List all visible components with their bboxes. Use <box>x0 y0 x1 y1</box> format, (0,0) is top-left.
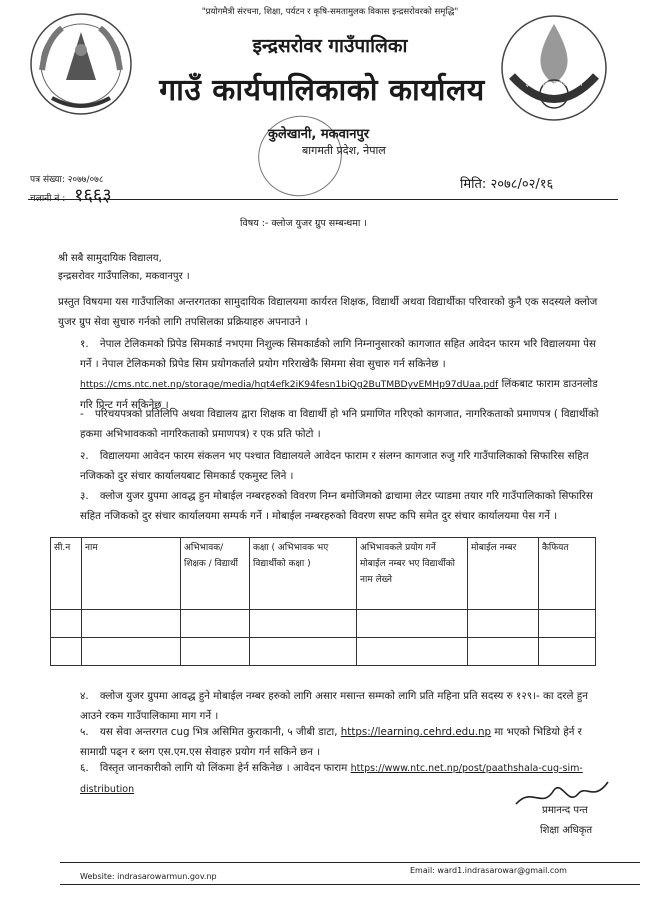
municipality-name: इन्द्रसरोवर गाउँपालिका <box>252 35 408 57</box>
municipality-logo <box>498 12 610 124</box>
list-item <box>80 722 610 762</box>
item-text: नेपाल टेलिकमको प्रिपेड सिमकार्ड नभएमा निशुल्क सिमकार्डको लागि निम्नानुसारको कागजात सहित आवेदन फारम भरि विद्यालयमा पेस गर्ने । नेपाल टेलिकमको प्रिपेड सिम प्रयोगकर्ताले प्रयोग गरिराखेकै सिममा सेवा सुचारु गर्न सकिनेछ । <box>80 338 596 370</box>
date-value: २०७८/०२/१६ <box>490 177 554 192</box>
address-line-1: कुलेखानी, मकवानपुर <box>268 127 370 142</box>
form-pdf-link[interactable]: https://cms.ntc.net.np/storage/media/hqt4efk2iK94fesn1biQg2BuTMBDyvEMHp97dUaa.pdf <box>80 379 499 390</box>
item-text: परिचयपत्रको प्रतिलिपि अथवा विद्यालय द्वारा शिक्षक वा विद्यार्थी हो भनि प्रमाणित गरिएको कागजात, नागरिकताको प्रमाणपत्र ( विद्यार्थीको हकमा अभिभावकको नागरिकताको प्रमाणपत्र) र एक प्रति फोटो । <box>80 408 599 440</box>
office-title: गाउँ कार्यपालिकाको कार्यालय <box>159 73 485 108</box>
item-text-after: मा भएको भिडियो हेर्न र सामाग्री पढ्न र ब्लग एस.एम.एस सेवाहरु प्रयोग गर्न सकिने छन । <box>80 726 582 758</box>
signatory-title: शिक्षा अधिकृत <box>540 825 593 836</box>
list-item <box>80 686 610 726</box>
tagline: "प्रयोगमैत्री संरचना, शिक्षा, पर्यटन र कृषि-समतामुलक विकास इन्द्रसरोवरको समृद्धि" <box>201 7 459 17</box>
item-number: ५. <box>80 726 89 738</box>
logo-caption: इन्द्रसरोवर गाउँपालिका <box>525 80 583 88</box>
patra-sankhya-label: पत्र संख्या: <box>30 175 65 185</box>
footer-divider <box>60 862 640 863</box>
footer-email[interactable]: Email: ward1.indrasarowar@gmail.com <box>410 866 567 875</box>
item-number: - <box>80 408 84 420</box>
ntc-info-link[interactable]: https://www.ntc.net.np/post/paathshala-cug-sim-distribution <box>80 763 583 795</box>
date-label: मिति: <box>460 177 487 192</box>
chalani-label: चलानी नं : <box>30 194 66 204</box>
list-item <box>80 486 610 526</box>
item-number: ४. <box>80 690 89 702</box>
table-header-cell: मोबाईल नम्बर <box>468 538 539 610</box>
footer-bottom-divider <box>60 884 640 885</box>
nepal-emblem-logo <box>22 10 140 122</box>
item-text: विस्तृत जानकारीको लागि यो लिंकमा हेर्न सकिनेछ । आवेदन फाराम <box>99 762 348 774</box>
list-item <box>80 404 610 444</box>
item-text: क्लोज युजर ग्रुपमा आवद्ध हुने मोबाईल नम्बर हरुको लागि असार मसान्त सम्मको लागि प्रति महिना प्रति सदस्य रु १२९।- का दरले हुन आउने रकम गाउँपालिकामा माग गर्ने । <box>80 690 588 722</box>
item-number: २. <box>80 450 89 462</box>
patra-sankhya-value: २०७७/०७८ <box>67 175 104 185</box>
item-text: यस सेवा अन्तरगत cug भित्र असिमित कुराकानी, ५ जीबी डाटा, <box>99 726 338 738</box>
table-header-cell: सी.न <box>51 538 82 610</box>
subject-line: विषय :- क्लोज युजर ग्रुप सम्बन्धमा । <box>240 218 367 229</box>
address-line-2: बागमती प्रदेश, नेपाल <box>302 144 386 157</box>
table-header-cell: अभिभावक/ शिक्षक / विद्यार्थी <box>181 538 250 610</box>
footer-website[interactable]: Website: indrasarowarmun.gov.np <box>80 872 217 881</box>
recipient-line-1: श्री सबै सामुदायिक विद्यालय, <box>58 253 162 264</box>
learning-portal-link[interactable]: https://learning.cehrd.edu.np <box>340 726 492 738</box>
table-header-cell: अभिभावकले प्रयोग गर्ने मोबाईल नम्बर भए विद्यार्थीको नाम लेख्ने <box>357 538 468 610</box>
list-item <box>80 334 610 415</box>
item-text: विद्यालयमा आवेदन फारम संकलन भए पश्चात विद्यालयले आवेदन फाराम र संलग्न कागजात रुजु गरि गाउँपालिकाको सिफारिस सहित नजिकको दुर संचार कार्यालयबाट सिमकार्ड एकमुस्ट लिने । <box>80 450 589 482</box>
table-row <box>51 610 596 638</box>
table-header-row <box>51 538 596 610</box>
table-header-cell: नाम <box>82 538 181 610</box>
item-text-after: लिंकबाट फाराम डाउनलोड गरि प्रिन्ट गर्न सकिनेछ । <box>80 378 598 411</box>
recipient-line-2: इन्द्रसरोवर गाउँपालिका, मकवानपुर । <box>58 271 190 282</box>
item-number: ३. <box>80 490 89 502</box>
letter-date <box>460 174 553 192</box>
item-number: ६. <box>80 762 89 774</box>
chalani-value: १६६३ <box>74 185 112 206</box>
mobile-number-table <box>50 537 596 666</box>
table-header-cell: कैफियत <box>539 538 596 610</box>
chalani-no <box>30 183 112 207</box>
list-item <box>80 446 610 486</box>
header-divider <box>28 199 618 200</box>
table-row <box>51 638 596 666</box>
item-number: १. <box>80 338 89 350</box>
table-header-cell: कक्षा ( अभिभावक भए विद्यार्थीको कक्षा ) <box>250 538 357 610</box>
item-text: क्लोज युजर ग्रुपमा आवद्ध हुन मोबाईल नम्बरहरुको विवरण निम्न बमोजिमको ढाचामा लेटर प्याडमा तयार गरि गाउँपालिकाको सिफारिस सहित नजिकको दुर संचार कार्यालयमा सम्पर्क गर्ने । मोबाईल नम्बरहरुको विवरण सफ्ट कपि समेत दुर संचार कार्यालयमा पेस गर्ने । <box>80 490 593 522</box>
intro-paragraph: प्रस्तुत विषयमा यस गाउँपालिका अन्तरगतका सामुदायिक विद्यालयमा कार्यरत शिक्षक, विद्यार्थी अथवा विद्यार्थीका परिवारको कुनै एक सदस्यले क्लोज युजर ग्रुप सेवा सुचारु गर्नको लागि तपसिलका प्रक्रियाहरु अपनाउने । <box>58 296 598 328</box>
signatory-name: प्रमानन्द पन्त <box>542 805 588 816</box>
